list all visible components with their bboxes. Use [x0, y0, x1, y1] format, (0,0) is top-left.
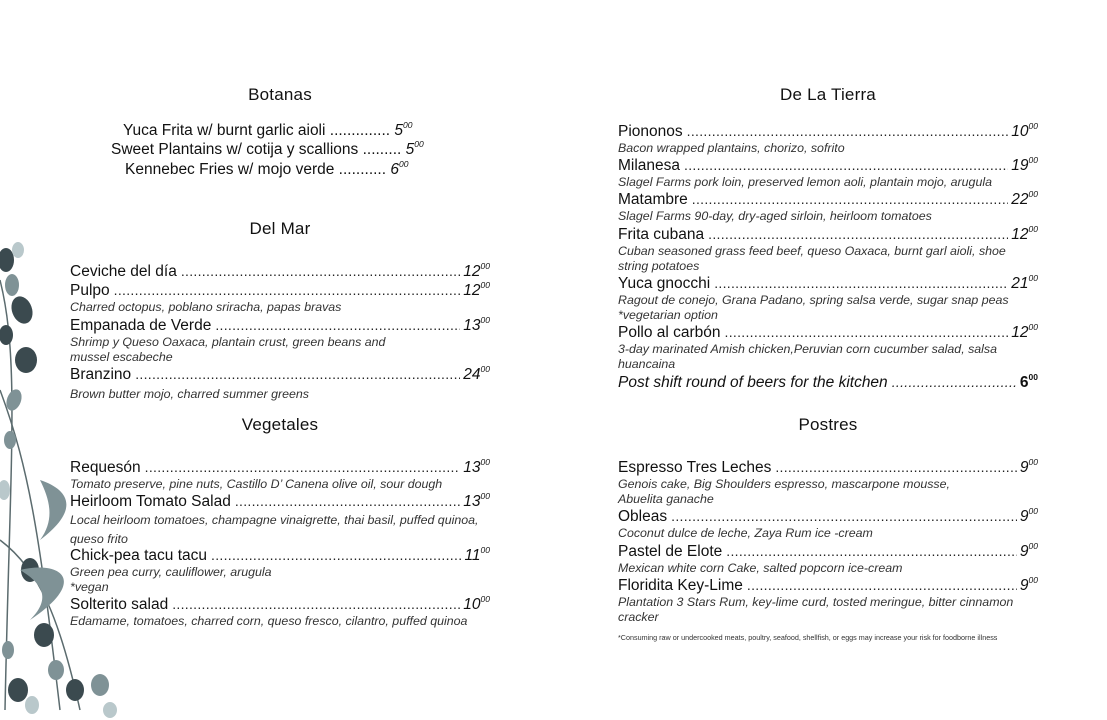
item-name: Post shift round of beers for the kitchen: [618, 374, 888, 391]
item-name: Requesón: [70, 459, 141, 476]
item-description: Cuban seasoned grass feed beef, queso Oaxaca, burnt garl aioli, shoe string potatoes: [618, 244, 1006, 273]
item-description: Edamame, tomatoes, charred corn, queso fresco, cilantro, puffed quinoa: [70, 614, 468, 628]
item-description: Plantation 3 Stars Rum, key-lime curd, tosted meringue, bitter cinnamon cracker: [618, 595, 1014, 624]
item-description: 3-day marinated Amish chicken,Peruvian corn cucumber salad, salsa huancaina: [618, 342, 998, 371]
menu-item: [125, 155, 408, 179]
item-price: $9^{00}$: [1019, 506, 1038, 525]
menu-item: [70, 360, 490, 402]
item-name: Ceviche del día: [70, 263, 177, 280]
item-price: $12^{00}$: [463, 261, 490, 280]
menu-item: [618, 571, 1038, 625]
item-name: Pollo al carbón: [618, 324, 721, 341]
item-price: $22^{00}$: [1011, 189, 1038, 208]
item-price: $19^{00}$: [1011, 155, 1038, 174]
menu-item: [618, 269, 1038, 323]
item-note: *vegetarian option: [618, 308, 718, 322]
menu-item: [618, 502, 1038, 541]
item-name: Milanesa: [618, 157, 681, 174]
item-name: Pastel de Elote: [618, 543, 723, 560]
item-name: Sweet Plantains w/ cotija y scallions: [111, 141, 359, 158]
item-name: Piononos: [618, 123, 683, 140]
item-price: $9^{00}$: [1019, 457, 1038, 476]
item-description: Shrimp y Queso Oaxaca, plantain crust, green beans and mussel escabeche: [70, 335, 386, 364]
item-note: *vegan: [70, 580, 109, 594]
item-price: $6^{00}$: [1019, 372, 1038, 391]
item-price: $12^{00}$: [1011, 224, 1038, 243]
item-price: $5^{00}$: [405, 139, 424, 158]
item-price: $10^{00}$: [463, 594, 490, 613]
item-name: Espresso Tres Leches: [618, 459, 772, 476]
item-price: $12^{00}$: [1011, 322, 1038, 341]
item-name: Heirloom Tomato Salad: [70, 493, 231, 510]
menu-item: [618, 453, 1038, 507]
menu-item: [70, 487, 490, 549]
item-name: Obleas: [618, 508, 668, 525]
menu-item: [70, 311, 490, 365]
food-safety-disclaimer: *Consuming raw or undercooked meats, poultry, seafood, shellfish, or eggs may increase your risk for foodborne illness: [618, 633, 998, 642]
item-dots: .........: [362, 141, 402, 158]
item-name: Yuca Frita w/ burnt garlic aioli: [123, 122, 326, 139]
item-name: Branzino: [70, 366, 132, 383]
item-price: $9^{00}$: [1019, 541, 1038, 560]
item-name: Empanada de Verde: [70, 317, 212, 334]
item-description: Green pea curry, cauliflower, arugula: [70, 565, 272, 579]
item-name: Kennebec Fries w/ mojo verde: [125, 161, 335, 178]
menu-item: [618, 220, 1038, 274]
item-description: Tomato preserve, pine nuts, Castillo D’ Canena olive oil, sour dough: [70, 477, 443, 491]
item-description: Slagel Farms pork loin, preserved lemon aoli, plantain mojo, arugula: [618, 175, 992, 189]
item-price: $10^{00}$: [1011, 121, 1038, 140]
item-description: Slagel Farms 90-day, dry-aged sirloin, heirloom tomatoes: [618, 209, 932, 223]
item-dots: ..............: [329, 122, 391, 139]
item-description: Brown butter mojo, charred summer greens: [70, 387, 309, 401]
item-price: $12^{00}$: [463, 280, 490, 299]
section-title-postres: Postres: [798, 415, 858, 434]
item-price: $21^{00}$: [1011, 273, 1038, 292]
section-title-de-la-tierra: De La Tierra: [780, 85, 876, 104]
item-name: Yuca gnocchi: [618, 275, 711, 292]
item-description: Ragout de conejo, Grana Padano, spring salsa verde, sugar snap peas: [618, 293, 1009, 307]
item-name: Frita cubana: [618, 226, 705, 243]
item-name: Floridita Key-Lime: [618, 577, 743, 594]
section-title-del-mar: Del Mar: [249, 219, 311, 238]
item-description: Local heirloom tomatoes, champagne vinaigrette, thai basil, puffed quinoa, queso frito: [70, 513, 479, 546]
menu-item: [618, 318, 1038, 372]
item-description: Charred octopus, poblano sriracha, papas bravas: [70, 300, 342, 314]
item-dots: ...........: [338, 161, 387, 178]
item-name: Solterito salad: [70, 596, 169, 613]
item-description: Mexican white corn Cake, salted popcorn ice-cream: [618, 561, 903, 575]
item-price: $6^{00}$: [390, 159, 409, 178]
item-name: Pulpo: [70, 282, 110, 299]
section-title-botanas: Botanas: [248, 85, 312, 104]
menu-item-shift-beers: [618, 368, 1038, 392]
menu-item: [70, 590, 490, 629]
item-price: $24^{00}$: [463, 364, 490, 383]
item-name: Matambre: [618, 191, 688, 208]
menu-item: [70, 276, 490, 315]
item-description: Bacon wrapped plantains, chorizo, sofrito: [618, 141, 845, 155]
item-price: $9^{00}$: [1019, 575, 1038, 594]
item-price: $13^{00}$: [463, 315, 490, 334]
menu-item: [618, 185, 1038, 224]
item-price: $13^{00}$: [463, 457, 490, 476]
item-description: Genois cake, Big Shoulders espresso, mascarpone mousse, Abuelita ganache: [618, 477, 950, 506]
section-title-vegetales: Vegetales: [241, 415, 319, 434]
item-price: $13^{00}$: [463, 491, 490, 510]
item-price: $11^{00}$: [464, 545, 490, 564]
item-price: $5^{00}$: [394, 120, 413, 139]
item-name: Chick-pea tacu tacu: [70, 547, 207, 564]
item-description: Coconut dulce de leche, Zaya Rum ice -cream: [618, 526, 873, 540]
menu-item: [70, 541, 490, 595]
